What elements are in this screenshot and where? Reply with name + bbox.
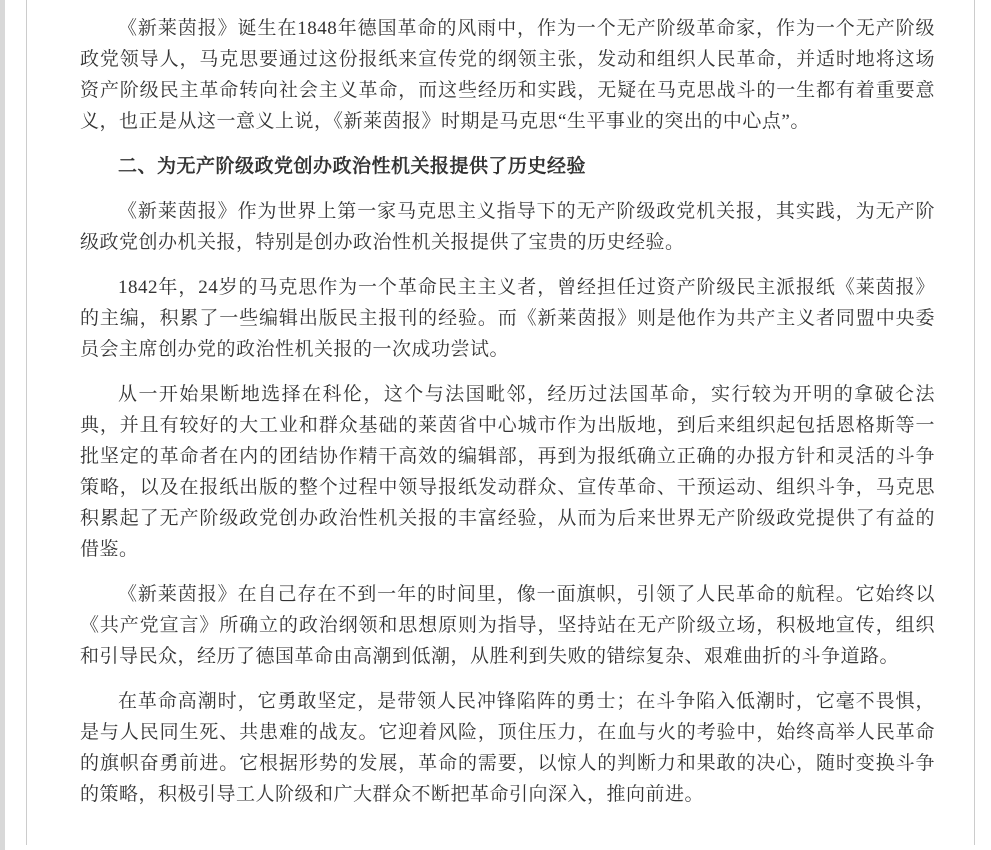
paragraph-cologne-experience: 从一开始果断地选择在科伦，这个与法国毗邻，经历过法国革命，实行较为开明的拿破仑法典，并且有较好的大工业和群众基础的莱茵省中心城市作为出版地，到后来组织起包括恩格斯等一批坚定的革命者在内的团结协作精干高效的编辑部，再到为报纸确立正确的办报方针和灵活的斗争策略，以及在报纸出版的整个过程中领导报纸发动群众、宣传革命、干预运动、组织斗争，马克思积累起了无产阶级政党创办政治性机关报的丰富经验，从而为后来世界无产阶级政党提供了有益的借鉴。 — [80, 384, 935, 560]
article-content-column — [26, 0, 975, 845]
page-left-edge-strip — [0, 0, 5, 850]
paragraph-1842-marx: 1842年，24岁的马克思作为一个革命民主主义者，曾经担任过资产阶级民主派报纸《莱茵报》的主编，积累了一些编辑出版民主报刊的经验。而《新莱茵报》则是他作为共产主义者同盟中央委员会主席创办党的政治性机关报的一次成功尝试。 — [80, 277, 935, 360]
paragraph-intro: 《新莱茵报》诞生在1848年德国革命的风雨中，作为一个无产阶级革命家，作为一个无产阶级政党领导人，马克思要通过这份报纸来宣传党的纲领主张，发动和组织人民革命，并适时地将这场资产阶级民主革命转向社会主义革命，而这些经历和实践，无疑在马克思战斗的一生都有着重要意义，也正是从这一意义上说，《新莱茵报》时期是马克思“生平事业的突出的中心点”。 — [80, 18, 935, 132]
paragraph-first-party-organ: 《新莱茵报》作为世界上第一家马克思主义指导下的无产阶级政党机关报，其实践，为无产阶级政党创办机关报，特别是创办政治性机关报提供了宝贵的历史经验。 — [80, 201, 935, 253]
paragraph-high-tide-low-tide: 在革命高潮时，它勇敢坚定，是带领人民冲锋陷阵的勇士；在斗争陷入低潮时，它毫不畏惧，是与人民同生死、共患难的战友。它迎着风险，顶住压力，在血与火的考验中，始终高举人民革命的旗帜奋勇前进。它根据形势的发展，革命的需要，以惊人的判断力和果敢的决心，随时变换斗争的策略，积极引导工人阶级和广大群众不断把革命引向深入，推向前进。 — [80, 691, 935, 805]
section-heading: 二、为无产阶级政党创办政治性机关报提供了历史经验 — [118, 156, 587, 177]
paragraph-banner-of-revolution: 《新莱茵报》在自己存在不到一年的时间里，像一面旗帜，引领了人民革命的航程。它始终以《共产党宣言》所确立的政治纲领和思想原则为指导，坚持站在无产阶级立场，积极地宣传，组织和引导民众，经历了德国革命由高潮到低潮，从胜利到失败的错综复杂、艰难曲折的斗争道路。 — [80, 584, 935, 667]
